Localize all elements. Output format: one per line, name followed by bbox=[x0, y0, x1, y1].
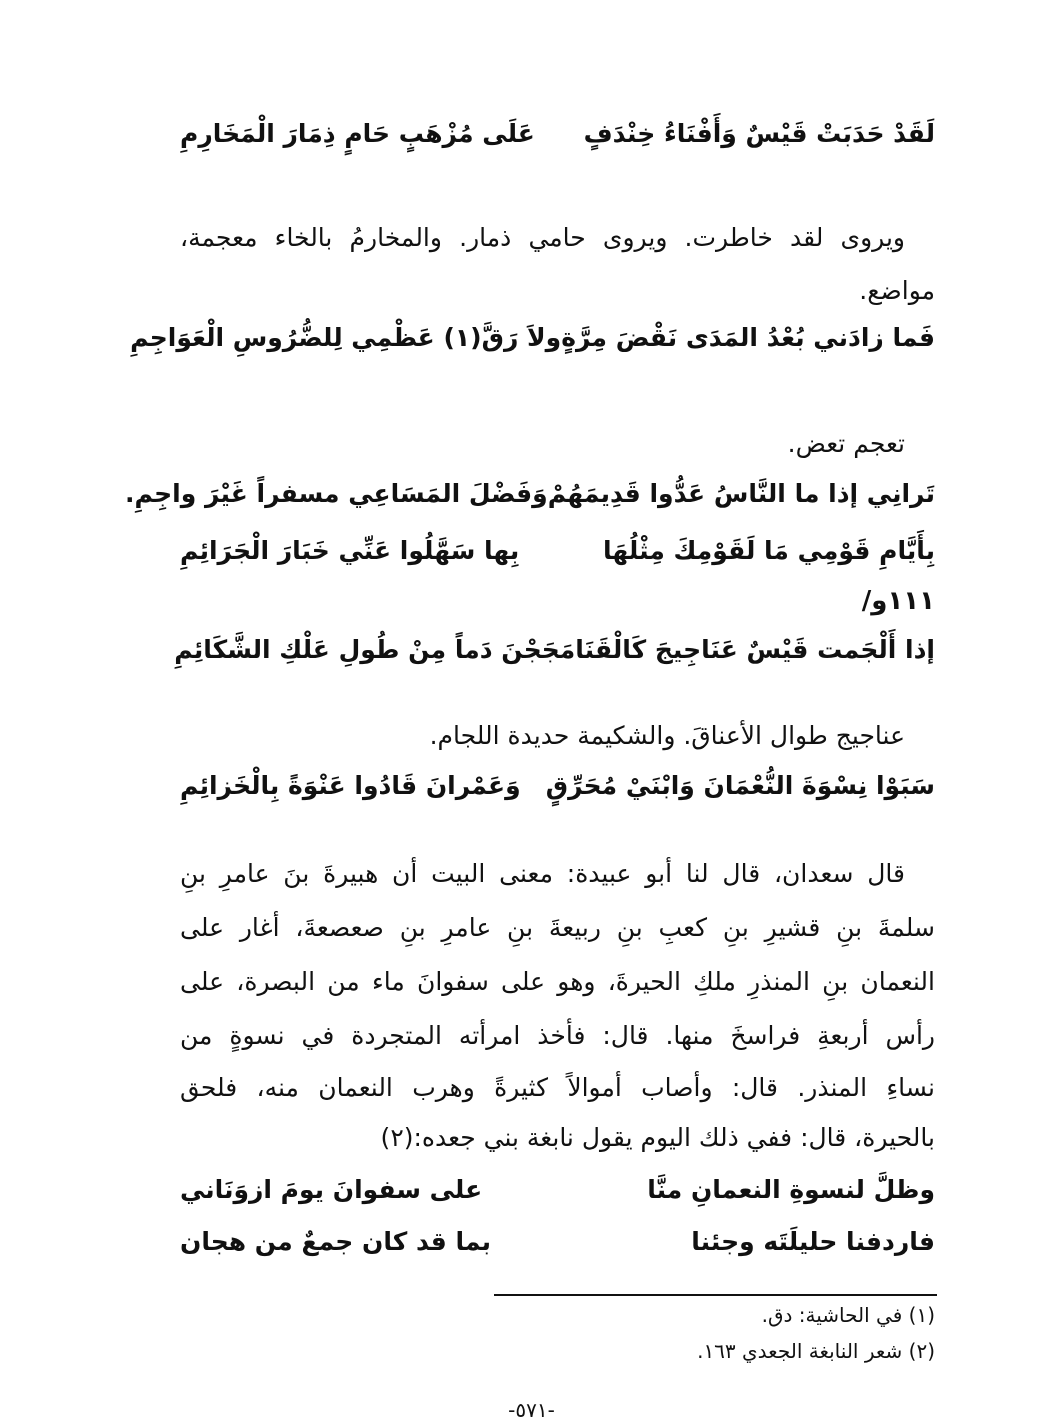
verse-4-first-hemistich: بِأَيَّامِ قَوْمِي مَا لَقَوْمِكَ مِثْلُهَا bbox=[603, 536, 935, 565]
verse-3-second-hemistich: وَفَضْلَ المَسَاعِي مسفراً غَيْرَ واجِمِ. bbox=[125, 479, 548, 508]
verse-line-4 bbox=[180, 535, 935, 568]
verse-8-first-hemistich: فاردفنا حليلَتَه وجئنا bbox=[691, 1227, 935, 1256]
prose-line: بالحيرة، قال: ففي ذلك اليوم يقول نابغة بني جعده:(٢) bbox=[380, 1123, 935, 1152]
verse-6-first-hemistich: سَبَوْا نِسْوَةَ النُّعْمَانَ وَابْنَيْ مُحَرِّقٍ bbox=[545, 771, 935, 800]
prose-line: نساءِ المنذر. قال: وأصاب أموالاً كثيرةً وهرب النعمان منه، فلحق bbox=[180, 1073, 935, 1102]
verse-line-3 bbox=[125, 478, 935, 511]
page-number: -٥٧١- bbox=[508, 1398, 555, 1422]
prose-line: رأس أربعةِ فراسخَ منها. قال: فأخذ امرأته المتجردة في نسوةٍ من bbox=[180, 1021, 935, 1050]
verse-7-first-hemistich: وظلَّ لنسوةِ النعمانِ منَّا bbox=[647, 1175, 935, 1204]
verse-5-second-hemistich: مَجَجْنَ دَماً مِنْ طُولِ عَلْكِ الشَّكَائِمِ bbox=[174, 635, 576, 664]
verse-line-5 bbox=[174, 634, 935, 667]
prose-line: ويروى لقد خاطرت. ويروى حامي ذمار. والمخارمُ بالخاء معجمة، bbox=[180, 223, 905, 252]
verse-2-second-hemistich: ولاَ رَقَّ(١) عَظْمِي لِلضُّرُوسِ الْعَوَاجِمِ bbox=[130, 323, 562, 352]
verse-1-second-hemistich: عَلَى مُزْهَبٍ حَامٍ ذِمَارَ الْمَخَارِمِ bbox=[180, 119, 535, 148]
verse-1-first-hemistich: لَقَدْ حَدَبَتْ قَيْسٌ وَأَفْنَاءُ خِنْدَفٍ bbox=[583, 119, 935, 148]
verse-5-first-hemistich: إذا أَلْجَمت قَيْسٌ عَنَاجِيجَ كَالْقَنَا bbox=[575, 635, 935, 664]
verse-line-2 bbox=[130, 322, 935, 355]
footnote-2: (٢) شعر النابغة الجعدي ١٦٣. bbox=[697, 1339, 935, 1363]
verse-line-1 bbox=[180, 118, 935, 151]
folio-marker: ١١١و/ bbox=[861, 586, 935, 616]
verse-7-second-hemistich: على سفوانَ يومَ ازوَنَاني bbox=[180, 1175, 483, 1204]
prose-line: سلمةَ بنِ قشيرِ بنِ كعبِ بنِ ربيعةَ بنِ عامرِ بنِ صعصعةَ، أغار على bbox=[180, 913, 935, 942]
verse-8-second-hemistich: بما قد كان جمعٌ من هجان bbox=[180, 1227, 492, 1256]
footnote-1: (١) في الحاشية: دق. bbox=[761, 1303, 935, 1327]
verse-line-8 bbox=[180, 1226, 935, 1259]
verse-2-first-hemistich: فَما زادَني بُعْدُ المَدَى نَقْضَ مِرَّةٍ bbox=[561, 323, 935, 352]
prose-line: قال سعدان، قال لنا أبو عبيدة: معنى البيت أن هبيرةَ بنَ عامرِ بنِ bbox=[180, 859, 905, 888]
prose-line: مواضع. bbox=[859, 276, 935, 305]
verse-3-first-hemistich: تَرانِي إذا ما النَّاسُ عَدُّوا قَدِيمَهُمْ bbox=[547, 479, 935, 508]
prose-line: تعجم تعض. bbox=[787, 429, 905, 458]
verse-line-7 bbox=[180, 1174, 935, 1207]
prose-line: النعمان بنِ المنذرِ ملكِ الحيرةَ، وهو على سفوانَ ماء من البصرة، على bbox=[180, 967, 935, 996]
prose-line: عناجيج طوال الأعناقَ. والشكيمة حديدة اللجام. bbox=[429, 721, 905, 750]
footnote-divider bbox=[494, 1294, 937, 1296]
verse-6-second-hemistich: وَعَمْرانَ قَادُوا عَنْوَةً بِالْخَزائِمِ bbox=[180, 771, 521, 800]
verse-4-second-hemistich: بِها سَهَّلُوا عَنِّي خَبَارَ الْجَرَائِمِ bbox=[180, 536, 520, 565]
verse-line-6 bbox=[180, 770, 935, 803]
